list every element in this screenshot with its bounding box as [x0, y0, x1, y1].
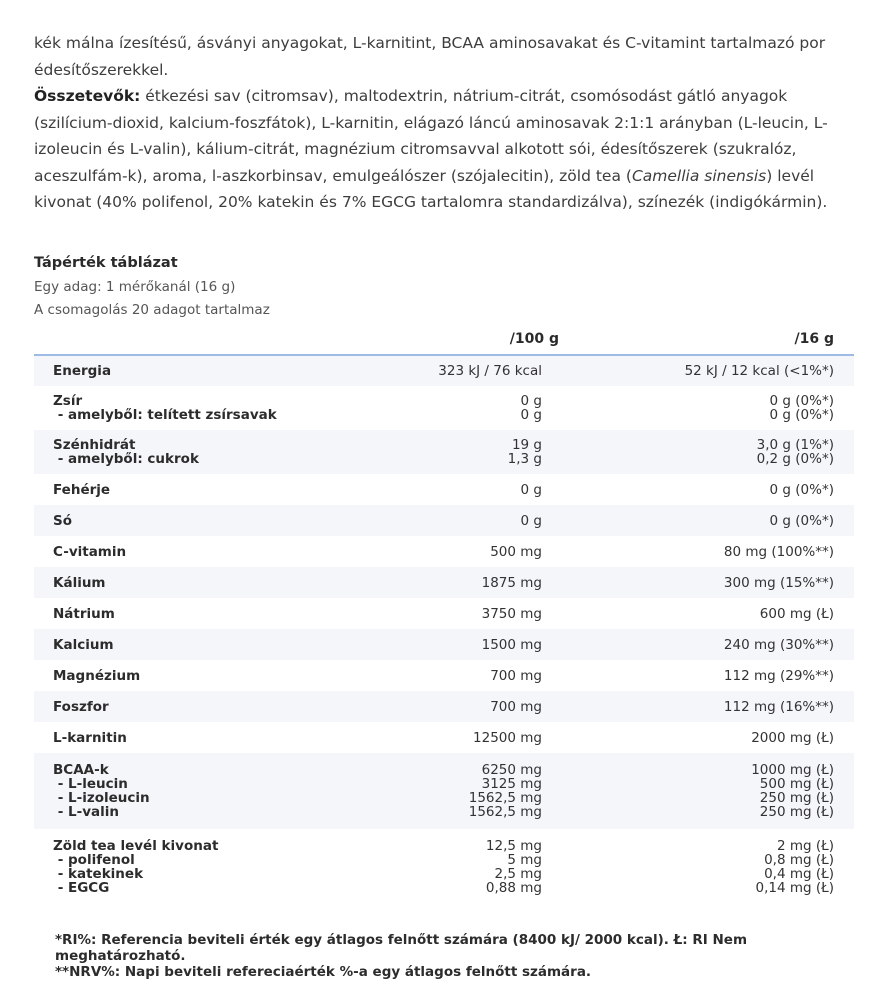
value-per-100g: 0 g [520, 407, 542, 423]
header-per-16g: /16 g [579, 324, 854, 355]
value-per-16g-cell [579, 753, 854, 829]
nutrient-name-cell [34, 722, 302, 753]
value-per-100g: 1562,5 mg [468, 790, 542, 806]
value-per-100g-cell [302, 691, 579, 722]
value-per-100g-cell [302, 474, 579, 505]
nutrition-table-header [34, 324, 854, 355]
nutrient-name-cell [34, 355, 302, 386]
table-row [34, 430, 854, 474]
value-per-16g-cell [579, 505, 854, 536]
ingredients-text: étkezési sav (citromsav), maltodextrin, nátrium-citrát, csomósodást gátló anyagok (szilícium-dioxid, kalcium-foszfátok), L-karnitin, elágazó láncú aminosavak 2:1:1 arányban (L-leucin, L-izoleucin és L-valin), kálium-citrát, magnézium citromsavval alkotott sói, édesítőszerek (szukralóz, aceszulfám-k), aroma, l-aszkorbinsav, emulgeálószer (szójalecitin), zöld tea ( [34, 87, 828, 185]
nutrient-name: Fehérje [53, 481, 111, 498]
nutrient-name: Nátrium [53, 605, 115, 622]
value-per-16g-cell [579, 722, 854, 753]
value-per-100g-cell [302, 753, 579, 829]
value-per-100g: 0 g [520, 393, 542, 409]
table-row [34, 505, 854, 536]
value-per-16g: 52 kJ / 12 kcal (<1%*) [684, 363, 834, 379]
value-per-100g: 0 g [520, 512, 542, 529]
value-per-16g: 500 mg (Ł) [759, 776, 834, 792]
nutrient-name: L-karnitin [53, 729, 127, 746]
value-per-100g-cell [302, 598, 579, 629]
value-per-16g: 2000 mg (Ł) [751, 729, 834, 746]
nutrient-name-cell [34, 567, 302, 598]
value-per-100g: 6250 mg [481, 762, 542, 778]
serving-size: Egy adag: 1 mérőkanál (16 g) [34, 279, 236, 295]
value-per-100g: 2,5 mg [494, 866, 542, 882]
footnote-nrv: **NRV%: Napi beviteli refereciaérték %-a egy átlagos felnőtt számára. [55, 964, 592, 980]
value-per-100g: 500 mg [490, 543, 542, 560]
value-per-16g: 240 mg (30%**) [723, 636, 834, 653]
value-per-100g-cell [302, 829, 579, 905]
value-per-100g-cell [302, 629, 579, 660]
value-per-100g: 700 mg [490, 667, 542, 684]
nutrient-name: - amelyből: cukrok [53, 451, 199, 467]
value-per-16g-cell [579, 598, 854, 629]
nutrient-name-cell [34, 629, 302, 660]
value-per-100g-cell [302, 505, 579, 536]
nutrient-name: BCAA-k [53, 762, 109, 778]
value-per-100g: 0 g [520, 481, 542, 498]
nutrition-table-title: Tápérték táblázat [34, 255, 178, 271]
nutrient-name: Kálium [53, 574, 106, 591]
nutrition-table [34, 324, 854, 905]
value-per-16g: 250 mg (Ł) [759, 804, 834, 820]
value-per-100g: 700 mg [490, 698, 542, 715]
nutrient-name: Zöld tea levél kivonat [53, 838, 219, 854]
value-per-16g-cell [579, 691, 854, 722]
nutrient-name-cell [34, 474, 302, 505]
nutrient-name: - L-valin [53, 804, 119, 820]
value-per-100g: 1875 mg [481, 574, 542, 591]
value-per-100g-cell [302, 355, 579, 386]
value-per-16g: 0,2 g (0%*) [756, 451, 834, 467]
ingredients-paragraph [34, 83, 854, 216]
value-per-100g: 1,3 g [507, 451, 542, 467]
value-per-100g-cell [302, 567, 579, 598]
nutrient-name: Magnézium [53, 667, 141, 684]
value-per-100g: 1500 mg [481, 636, 542, 653]
value-per-100g-cell [302, 660, 579, 691]
nutrient-name-cell [34, 598, 302, 629]
value-per-100g: 323 kJ / 76 kcal [438, 363, 542, 379]
nutrient-name: - EGCG [53, 880, 110, 896]
table-row [34, 722, 854, 753]
value-per-100g-cell [302, 536, 579, 567]
value-per-16g: 112 mg (16%**) [723, 698, 834, 715]
value-per-16g: 250 mg (Ł) [759, 790, 834, 806]
servings-per-package: A csomagolás 20 adagot tartalmaz [34, 302, 270, 318]
nutrient-name-cell [34, 505, 302, 536]
value-per-16g-cell [579, 474, 854, 505]
value-per-16g: 300 mg (15%**) [723, 574, 834, 591]
nutrient-name-cell [34, 660, 302, 691]
nutrient-name-cell [34, 691, 302, 722]
value-per-16g-cell [579, 355, 854, 386]
nutrient-name: Szénhidrát [53, 437, 136, 453]
value-per-16g: 3,0 g (1%*) [756, 437, 834, 453]
nutrient-name-cell [34, 536, 302, 567]
header-nutrient [34, 324, 302, 355]
value-per-100g: 1562,5 mg [468, 804, 542, 820]
nutrient-name: - polifenol [53, 852, 135, 868]
value-per-100g-cell [302, 722, 579, 753]
table-row [34, 660, 854, 691]
value-per-100g: 0,88 mg [485, 880, 542, 896]
value-per-16g: 0 g (0%*) [769, 512, 834, 529]
value-per-16g: 0 g (0%*) [769, 407, 834, 423]
product-description [34, 30, 854, 216]
value-per-16g: 0,8 mg (Ł) [764, 852, 834, 868]
table-row [34, 474, 854, 505]
table-row [34, 386, 854, 430]
value-per-16g: 80 mg (100%**) [723, 543, 834, 560]
ingredients-latin-name: Camellia sinensis [631, 166, 767, 185]
nutrient-name: - katekinek [53, 866, 144, 882]
nutrient-name-cell [34, 829, 302, 905]
product-summary: kék málna ízesítésű, ásványi anyagokat, L-karnitint, BCAA aminosavakat és C-vitamint tartalmazó por édesítőszerekkel. [34, 34, 826, 79]
value-per-16g: 1000 mg (Ł) [751, 762, 834, 778]
nutrient-name: Zsír [53, 393, 83, 409]
table-row [34, 753, 854, 829]
value-per-100g: 5 mg [507, 852, 542, 868]
nutrient-name: - amelyből: telített zsírsavak [53, 407, 277, 423]
value-per-16g-cell [579, 536, 854, 567]
value-per-16g-cell [579, 386, 854, 430]
value-per-16g: 600 mg (Ł) [759, 605, 834, 622]
value-per-16g: 0 g (0%*) [769, 481, 834, 498]
table-row [34, 598, 854, 629]
value-per-16g: 112 mg (29%**) [723, 667, 834, 684]
value-per-100g-cell [302, 430, 579, 474]
nutrition-table-body [34, 355, 854, 905]
table-row [34, 567, 854, 598]
value-per-100g: 3750 mg [481, 605, 542, 622]
table-row [34, 629, 854, 660]
value-per-16g-cell [579, 567, 854, 598]
footnotes [55, 932, 795, 980]
nutrient-name: Energia [53, 363, 112, 379]
footnote-ri: *RI%: Referencia beviteli érték egy átlagos felnőtt számára (8400 kJ/ 2000 kcal). Ł: RI Nem meghatározható. [55, 932, 748, 964]
ingredients-label: Összetevők: [34, 87, 141, 105]
nutrient-name-cell [34, 386, 302, 430]
table-row [34, 691, 854, 722]
table-row [34, 829, 854, 905]
value-per-100g-cell [302, 386, 579, 430]
value-per-16g-cell [579, 829, 854, 905]
ingredients-text-end: ) levél kivonat (40% polifenol, 20% katekin és 7% EGCG tartalomra standardizálva), színezék (indigókármin). [34, 166, 828, 211]
value-per-100g: 12500 mg [473, 729, 542, 746]
value-per-100g: 3125 mg [481, 776, 542, 792]
header-per-100g: /100 g [302, 324, 579, 355]
nutrient-name: C-vitamin [53, 543, 127, 560]
value-per-100g: 19 g [511, 437, 542, 453]
nutrient-name-cell [34, 753, 302, 829]
nutrient-name: Só [53, 512, 72, 529]
table-row [34, 536, 854, 567]
value-per-100g: 12,5 mg [485, 838, 542, 854]
value-per-16g-cell [579, 629, 854, 660]
value-per-16g-cell [579, 430, 854, 474]
nutrient-name: Foszfor [53, 698, 109, 715]
table-row [34, 355, 854, 386]
value-per-16g: 2 mg (Ł) [776, 838, 834, 854]
value-per-16g: 0,14 mg (Ł) [755, 880, 834, 896]
value-per-16g-cell [579, 660, 854, 691]
nutrient-name-cell [34, 430, 302, 474]
nutrient-name: Kalcium [53, 636, 114, 653]
nutrient-name: - L-izoleucin [53, 790, 150, 806]
value-per-16g: 0,4 mg (Ł) [764, 866, 834, 882]
value-per-16g: 0 g (0%*) [769, 393, 834, 409]
nutrient-name: - L-leucin [53, 776, 128, 792]
